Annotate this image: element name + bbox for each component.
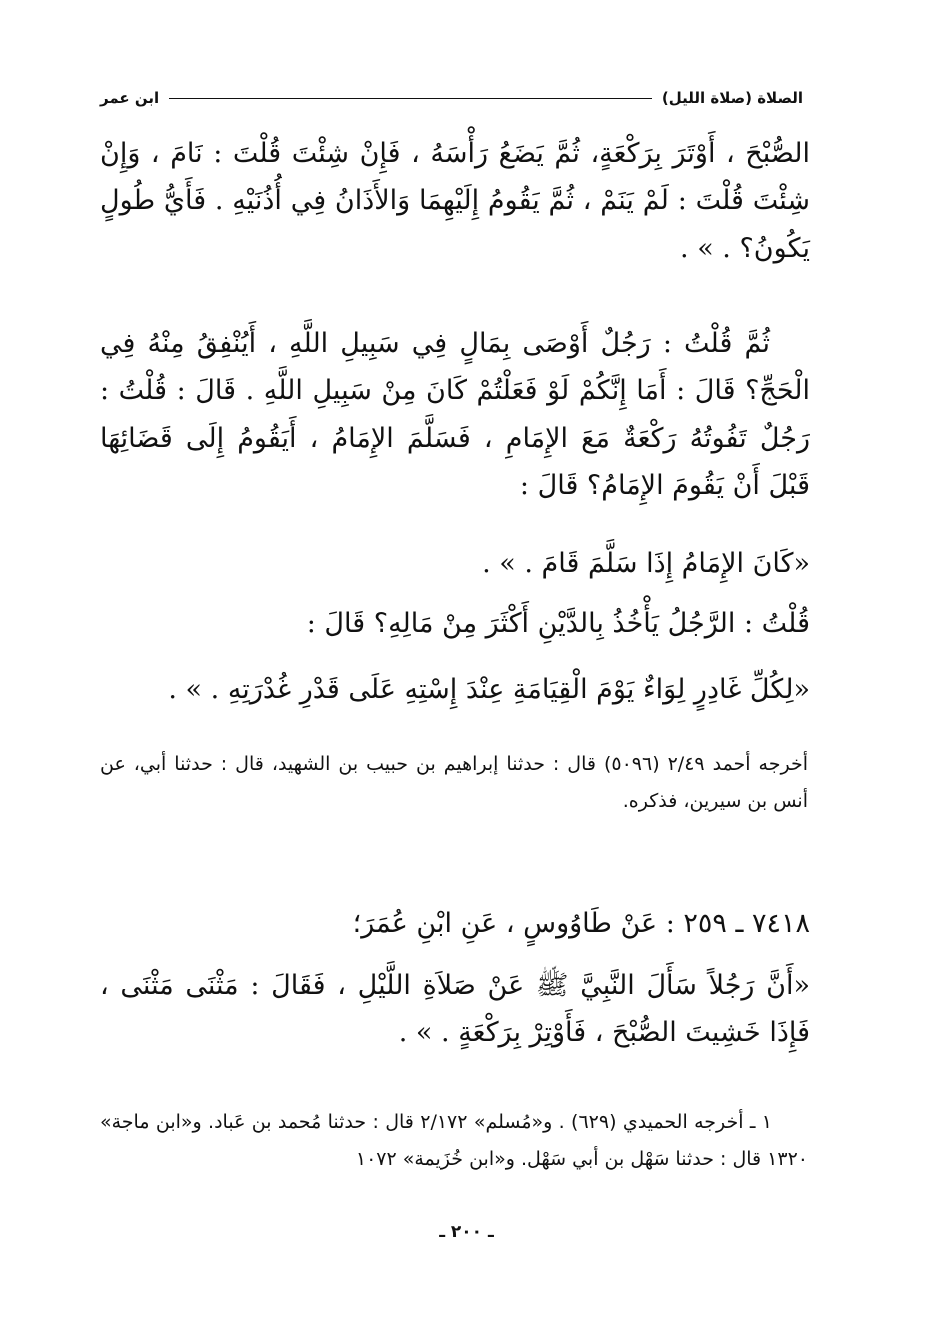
header-rule (169, 98, 652, 99)
header-narrator: ابن عمر (100, 89, 160, 107)
running-header (100, 86, 803, 110)
quote-imam-salam: «كَانَ الإِمَامُ إِذَا سَلَّمَ قَامَ . » . (482, 548, 810, 579)
paragraph-questions: ثُمَّ قُلْتُ : رَجُلٌ أَوْصَى بِمَالٍ فِي سَبِيلِ اللَّهِ ، أَيُنْفِقُ مِنْهُ فِي الْحَجِّ؟ قَالَ : أَمَا إِنَّكُمْ لَوْ فَعَلْتُمْ كَانَ مِنْ سَبِيلِ اللَّهِ . قَالَ : قُلْتُ : رَجُلٌ تَفُوتُهُ رَكْعَةٌ مَعَ الإِمَامِ ، فَسَلَّمَ الإِمَامُ ، أَيَقُومُ إِلَى قَضَائِهَا قَبْلَ أَنْ يَقُومَ الإِمَامُ؟ قَالَ : (100, 328, 810, 501)
footnote-takhrij: ١ ـ أخرجه الحميدي (٦٢٩) . و«مُسلم» ٢/١٧٢ قال : حدثنا مُحمد بن عَباد. و«ابن ماجة» ١٣٢٠ قال : حدثنا سَهْل بن أبي سَهْل. و«ابن خُزَيمة» ١٠٧٢ (100, 1111, 808, 1171)
header-chapter-title: الصلاة (صلاة الليل) (661, 89, 803, 107)
quote-treacherous-banner: «لِكُلِّ غَادِرٍ لِوَاءٌ يَوْمَ الْقِيَامَةِ عِنْدَ إِسْتِهِ عَلَى قَدْرِ غُدْرَتِهِ . » . (168, 674, 810, 705)
hadith-heading: ٧٤١٨ ـ ٢٥٩ : عَنْ طَاوُوسٍ ، عَنِ ابْنِ عُمَرَ؛ (352, 908, 810, 939)
paragraph-continuation: الصُّبْحَ ، أَوْتَرَ بِرَكْعَةٍ، ثُمَّ يَضَعُ رَأْسَهُ ، فَإِنْ شِئْتَ قُلْتَ : نَامَ ، وَإِنْ شِئْتَ قُلْتَ : لَمْ يَنَمْ ، ثُمَّ يَقُومُ إِلَيْهِمَا وَالأَذَانُ فِي أُذُنَيْهِ . فَأَيُّ طُولٍ يَكُونُ؟ . » . (100, 138, 810, 264)
page-number: ـ ٢٠٠ ـ (439, 1222, 494, 1242)
footnote-takhrij-ahmad: أخرجه أحمد ٢/٤٩ (٥٠٩٦) قال : حدثنا إبراهيم بن حبيب بن الشهيد، قال : حدثنا أبي، عن أنس بن سيرين، فذكره. (100, 753, 808, 813)
question-debt: قُلْتُ : الرَّجُلُ يَأْخُذُ بِالدَّيْنِ أَكْثَرَ مِنْ مَالِهِ؟ قَالَ : (306, 608, 810, 639)
hadith-text: «أَنَّ رَجُلاً سَأَلَ النَّبِيَّ ﷺ عَنْ صَلاَةِ اللَّيْلِ ، فَقَالَ : مَثْنَى مَثْنَى ، فَإِذَا خَشِيتَ الصُّبْحَ ، فَأَوْتِرْ بِرَكْعَةٍ . » . (100, 970, 810, 1049)
